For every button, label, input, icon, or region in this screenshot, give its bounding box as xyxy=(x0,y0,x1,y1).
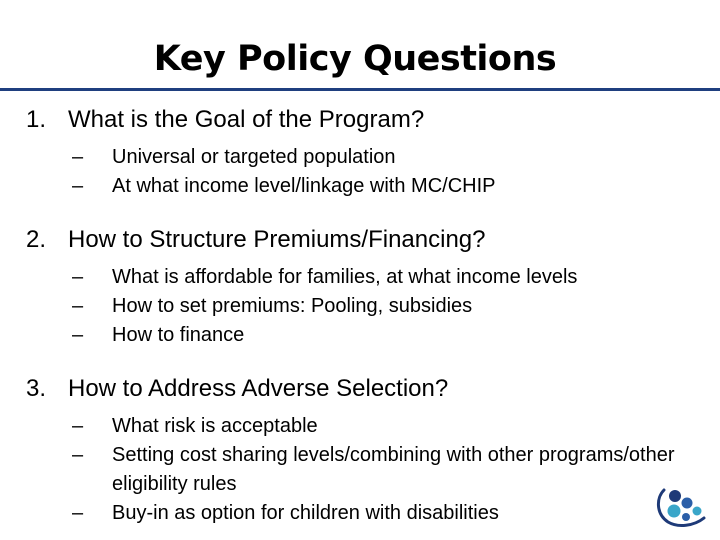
sub-item xyxy=(72,412,716,441)
slide-title: Key Policy Questions xyxy=(153,39,557,79)
question-number: 3. xyxy=(26,375,47,402)
sub-item-text: Setting cost sharing levels/combining with other programs/other eligibility rules xyxy=(112,444,675,495)
sub-item xyxy=(72,172,716,201)
bullet-dash: – xyxy=(72,295,84,317)
logo-dot xyxy=(682,498,693,509)
question-item xyxy=(26,374,716,404)
logo-dot xyxy=(693,507,702,516)
question-item xyxy=(26,225,716,255)
organization-logo-icon xyxy=(654,482,708,528)
question-block xyxy=(26,105,716,201)
sub-item-text: How to finance xyxy=(112,324,245,346)
logo-dot xyxy=(668,505,681,518)
question-block xyxy=(26,374,716,528)
sub-list xyxy=(26,263,716,350)
bullet-dash: – xyxy=(72,266,84,288)
logo-dot xyxy=(682,513,690,521)
sub-item xyxy=(72,143,716,172)
sub-item-text: How to set premiums: Pooling, subsidies xyxy=(112,295,473,317)
sub-item xyxy=(72,499,716,528)
question-block xyxy=(26,225,716,350)
sub-item-text: At what income level/linkage with MC/CHIP xyxy=(112,175,496,197)
sub-item-text: What is affordable for families, at what income levels xyxy=(112,266,578,288)
bullet-dash: – xyxy=(72,324,84,346)
question-text: How to Structure Premiums/Financing? xyxy=(68,226,486,253)
bullet-dash: – xyxy=(72,502,84,524)
question-number: 1. xyxy=(26,106,47,133)
bullet-dash: – xyxy=(72,415,84,437)
question-text: What is the Goal of the Program? xyxy=(68,106,425,133)
question-item xyxy=(26,105,716,135)
sub-item-text: Universal or targeted population xyxy=(112,146,396,168)
sub-item xyxy=(72,321,716,350)
logo-dot xyxy=(669,490,681,502)
sub-list xyxy=(26,412,716,528)
sub-item-text: What risk is acceptable xyxy=(112,415,318,437)
sub-list xyxy=(26,143,716,201)
bullet-dash: – xyxy=(72,175,84,197)
sub-item xyxy=(72,263,716,292)
sub-item xyxy=(72,292,716,321)
bullet-dash: – xyxy=(72,444,84,466)
title-divider xyxy=(0,88,720,91)
question-number: 2. xyxy=(26,226,47,253)
question-text: How to Address Adverse Selection? xyxy=(68,375,449,402)
question-list xyxy=(26,105,716,528)
sub-item xyxy=(72,441,716,499)
sub-item-text: Buy-in as option for children with disabilities xyxy=(112,502,499,524)
bullet-dash: – xyxy=(72,146,84,168)
